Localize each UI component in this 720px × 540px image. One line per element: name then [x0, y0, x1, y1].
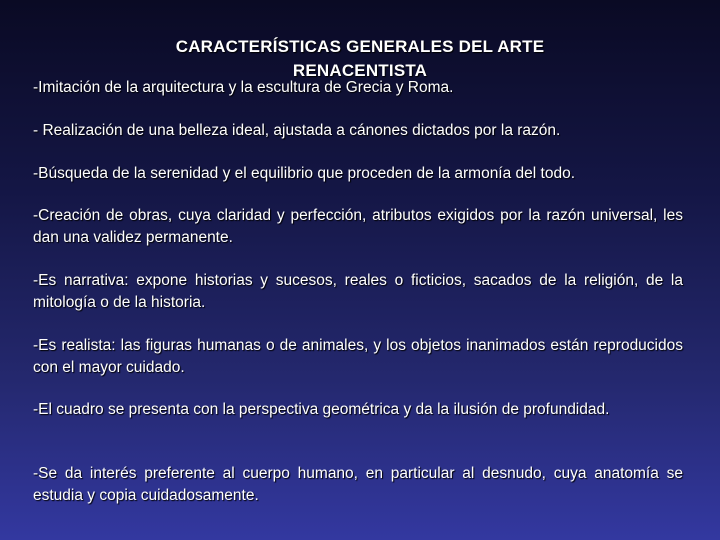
bullet-item: -Imitación de la arquitectura y la escultura de Grecia y Roma. — [33, 79, 454, 96]
bullet-item: -Es realista: las figuras humanas o de animales, y los objetos inanimados están reproducidos con el mayor cuidado. — [33, 337, 683, 376]
bullet-item: -Búsqueda de la serenidad y el equilibrio que proceden de la armonía del todo. — [33, 165, 576, 182]
bullet-item: -Es narrativa: expone historias y sucesos, reales o ficticios, sacados de la religión, de la mitología o de la historia. — [33, 272, 683, 311]
bullet-item: - Realización de una belleza ideal, ajustada a cánones dictados por la razón. — [33, 122, 561, 139]
bullet-item: -Se da interés preferente al cuerpo humano, en particular al desnudo, cuya anatomía se estudia y copia cuidadosamente. — [33, 465, 683, 504]
bullet-item: -Creación de obras, cuya claridad y perfección, atributos exigidos por la razón universal, les dan una validez permanente. — [33, 207, 683, 246]
bullet-item: -El cuadro se presenta con la perspectiva geométrica y da la ilusión de profundidad. — [33, 401, 610, 418]
slide-title-line-1: CARACTERÍSTICAS GENERALES DEL ARTE — [175, 37, 545, 57]
slide-title-line-2: RENACENTISTA — [292, 61, 428, 81]
